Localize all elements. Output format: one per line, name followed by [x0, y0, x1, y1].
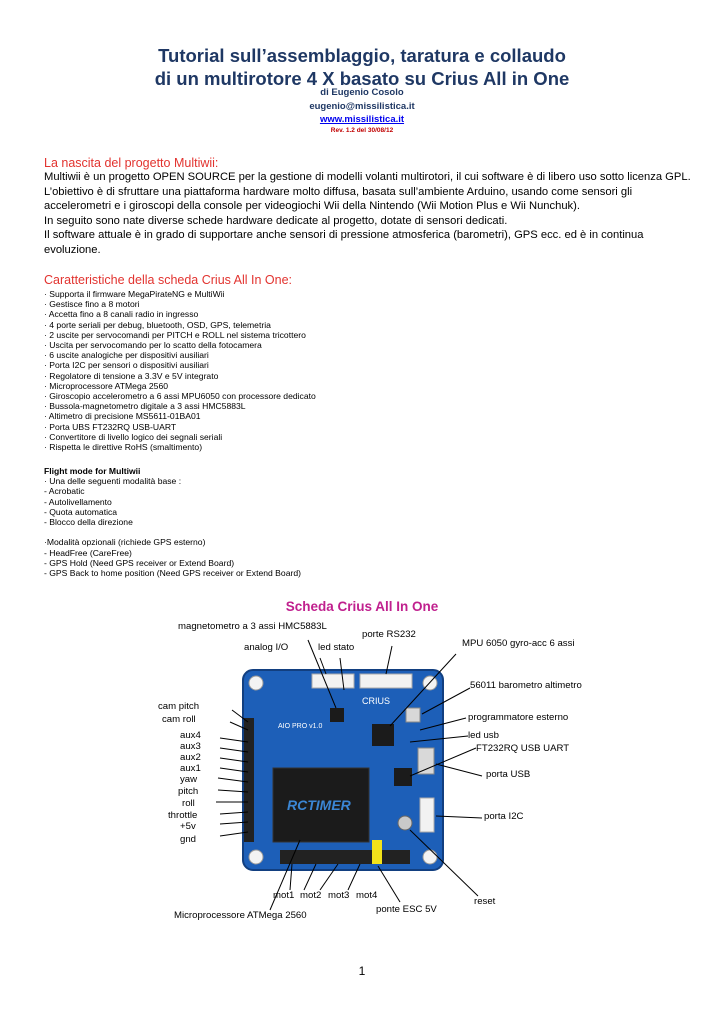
flight-modes-heading: Flight mode for Multiwii: [44, 466, 141, 476]
label-mot4: mot4: [356, 890, 378, 901]
section-heading-crius: Caratteristiche della scheda Crius All In One:: [44, 273, 293, 287]
label-aux4: aux4: [180, 730, 201, 741]
label-barometer: 56011 barometro altimetro: [470, 680, 582, 691]
label-i2c-port: porta I2C: [484, 811, 524, 822]
label-mot3: mot3: [328, 890, 350, 901]
label-mpu6050: MPU 6050 gyro-acc 6 assi: [462, 638, 575, 649]
list-item: · Porta UBS FT232RQ USB-UART: [44, 421, 177, 432]
features-list: [44, 289, 316, 452]
reset-button: [398, 816, 412, 830]
board-label: CRIUS: [362, 696, 391, 706]
paragraph: L’obiettivo è di sfruttare una piattaforma hardware molto diffusa, basata sull’ambiente Arduino, usando come sensori gli accelerometri e i giroscopi della console per videogiochi Wii della Nintendo (Wii Motion Plus e Wii Nunchuk).: [44, 185, 633, 212]
document-title-line-2: di un multirotore 4 X basato su Crius All in One: [154, 68, 570, 89]
mount-hole: [249, 850, 263, 864]
spacer: [44, 527, 301, 537]
list-item: · Accetta fino a 8 canali radio in ingresso: [44, 309, 199, 320]
label-programmer: programmatore esterno: [468, 712, 569, 723]
website-link[interactable]: www.missilistica.it: [319, 114, 405, 125]
mpu6050-chip: [372, 724, 394, 746]
label-mot2: mot2: [300, 890, 322, 901]
label-led-stato: led stato: [318, 642, 355, 653]
list-item: · 4 porte seriali per debug, bluetooth, OSD, GPS, telemetria: [44, 319, 271, 330]
list-item: - Acrobatic: [44, 486, 85, 497]
hmc5883l-chip: [330, 708, 344, 722]
list-item: · Giroscopio accelerometro a 6 assi MPU6050 con processore dedicato: [44, 391, 316, 402]
list-item: · Una delle seguenti modalità base :: [44, 476, 182, 487]
rs232-connector: [360, 674, 412, 688]
list-item: · 6 uscite analogiche per dispositivi ausiliari: [44, 350, 209, 361]
i2c-connector: [420, 798, 434, 832]
list-item: · Gestisce fino a 8 motori: [44, 299, 140, 310]
label-throttle: throttle: [168, 810, 198, 821]
label-yaw: yaw: [180, 774, 198, 785]
label-atmega: Microprocessore ATMega 2560: [174, 910, 307, 921]
list-item: · Porta I2C per sensori o dispositivi ausiliari: [44, 360, 209, 371]
list-item: - Autolivellamento: [44, 496, 112, 507]
label-aux1: aux1: [180, 763, 201, 774]
label-aux2: aux2: [180, 752, 201, 763]
mount-hole: [249, 676, 263, 690]
label-magnetometer: magnetometro a 3 assi HMC5883L: [178, 621, 327, 632]
label-ft232: FT232RQ USB UART: [476, 743, 570, 754]
page-number: 1: [358, 964, 366, 978]
chip-logo: RCTIMER: [287, 797, 351, 813]
list-item: · Altimetro di precisione MS5611-01BA01: [44, 411, 201, 422]
label-esc-bridge: ponte ESC 5V: [376, 904, 437, 915]
label-pitch: pitch: [178, 786, 199, 797]
ms5611-chip: [406, 708, 420, 722]
section-heading-multiwii: La nascita del progetto Multiwii:: [44, 156, 219, 170]
paragraph: Il software attuale è in grado di supportare anche sensori di pressione atmosferica (barometri), GPS ecc. ed è in continua evoluzione.: [44, 229, 644, 256]
ft232-chip: [394, 768, 412, 786]
list-item: · Convertitore di livello logico dei segnali seriali: [44, 431, 223, 442]
label-reset: reset: [474, 896, 496, 907]
board-version-label: AIO PRO v1.0: [278, 723, 323, 730]
figure-title: Scheda Crius All In One: [285, 599, 439, 614]
author: di Eugenio Cosolo: [320, 87, 404, 98]
list-item: - Blocco della direzione: [44, 517, 133, 528]
esc-jumper: [372, 840, 382, 864]
list-item: - GPS Back to home position (Need GPS receiver or Extend Board): [44, 568, 301, 579]
section-multiwii-body: [44, 170, 694, 257]
label-analog-io: analog I/O: [244, 642, 289, 653]
list-item: · Microprocessore ATMega 2560: [44, 380, 169, 391]
paragraph: In seguito sono nate diverse schede hardware dedicate al progetto, dotate di sensori dedicati.: [44, 214, 508, 227]
list-item: · Supporta il firmware MegaPirateNG e MultiWii: [44, 289, 225, 299]
label-mot1: mot1: [273, 890, 295, 901]
flight-modes-list: [44, 466, 301, 578]
revision: Rev. 1.2 del 30/08/12: [330, 127, 394, 134]
paragraph: Multiwii è un progetto OPEN SOURCE per la gestione di modelli volanti multirotori, il cui software è di libero uso sotto licenza GPL.: [44, 171, 691, 183]
list-item: - GPS Hold (Need GPS receiver or Extend Board): [44, 557, 235, 568]
label-roll: roll: [182, 798, 195, 809]
analog-connector: [312, 674, 354, 688]
label-rs232: porte RS232: [362, 629, 416, 640]
list-item: · Rispetta le direttive RoHS (smaltimento): [44, 442, 203, 453]
author-email: eugenio@missilistica.it: [309, 101, 415, 112]
mount-hole: [423, 850, 437, 864]
list-item: · Regolatore di tensione a 3.3V e 5V integrato: [44, 370, 219, 381]
board-figure: [140, 618, 580, 928]
label-plus5v: +5v: [180, 821, 196, 832]
document-title-line-1: Tutorial sull’assemblaggio, taratura e collaudo: [158, 45, 566, 66]
list-item: · Bussola-magnetometro digitale a 3 assi HMC5883L: [44, 401, 246, 412]
usb-port: [418, 748, 434, 774]
list-item: · 2 uscite per servocomandi per PITCH e ROLL nel sistema tricottero: [44, 329, 306, 340]
optional-modes-heading: ·Modalità opzionali (richiede GPS esterno): [44, 537, 206, 548]
list-item: - Quota automatica: [44, 506, 118, 517]
list-item: - HeadFree (CareFree): [44, 547, 132, 558]
label-cam-roll: cam roll: [162, 714, 196, 725]
label-usb-port: porta USB: [486, 769, 531, 780]
label-cam-pitch: cam pitch: [158, 701, 200, 712]
label-led-usb: led usb: [468, 730, 499, 741]
list-item: · Uscita per servocomando per lo scatto della fotocamera: [44, 340, 262, 351]
label-aux3: aux3: [180, 741, 201, 752]
label-gnd: gnd: [180, 834, 197, 845]
left-pin-header: [244, 718, 254, 842]
